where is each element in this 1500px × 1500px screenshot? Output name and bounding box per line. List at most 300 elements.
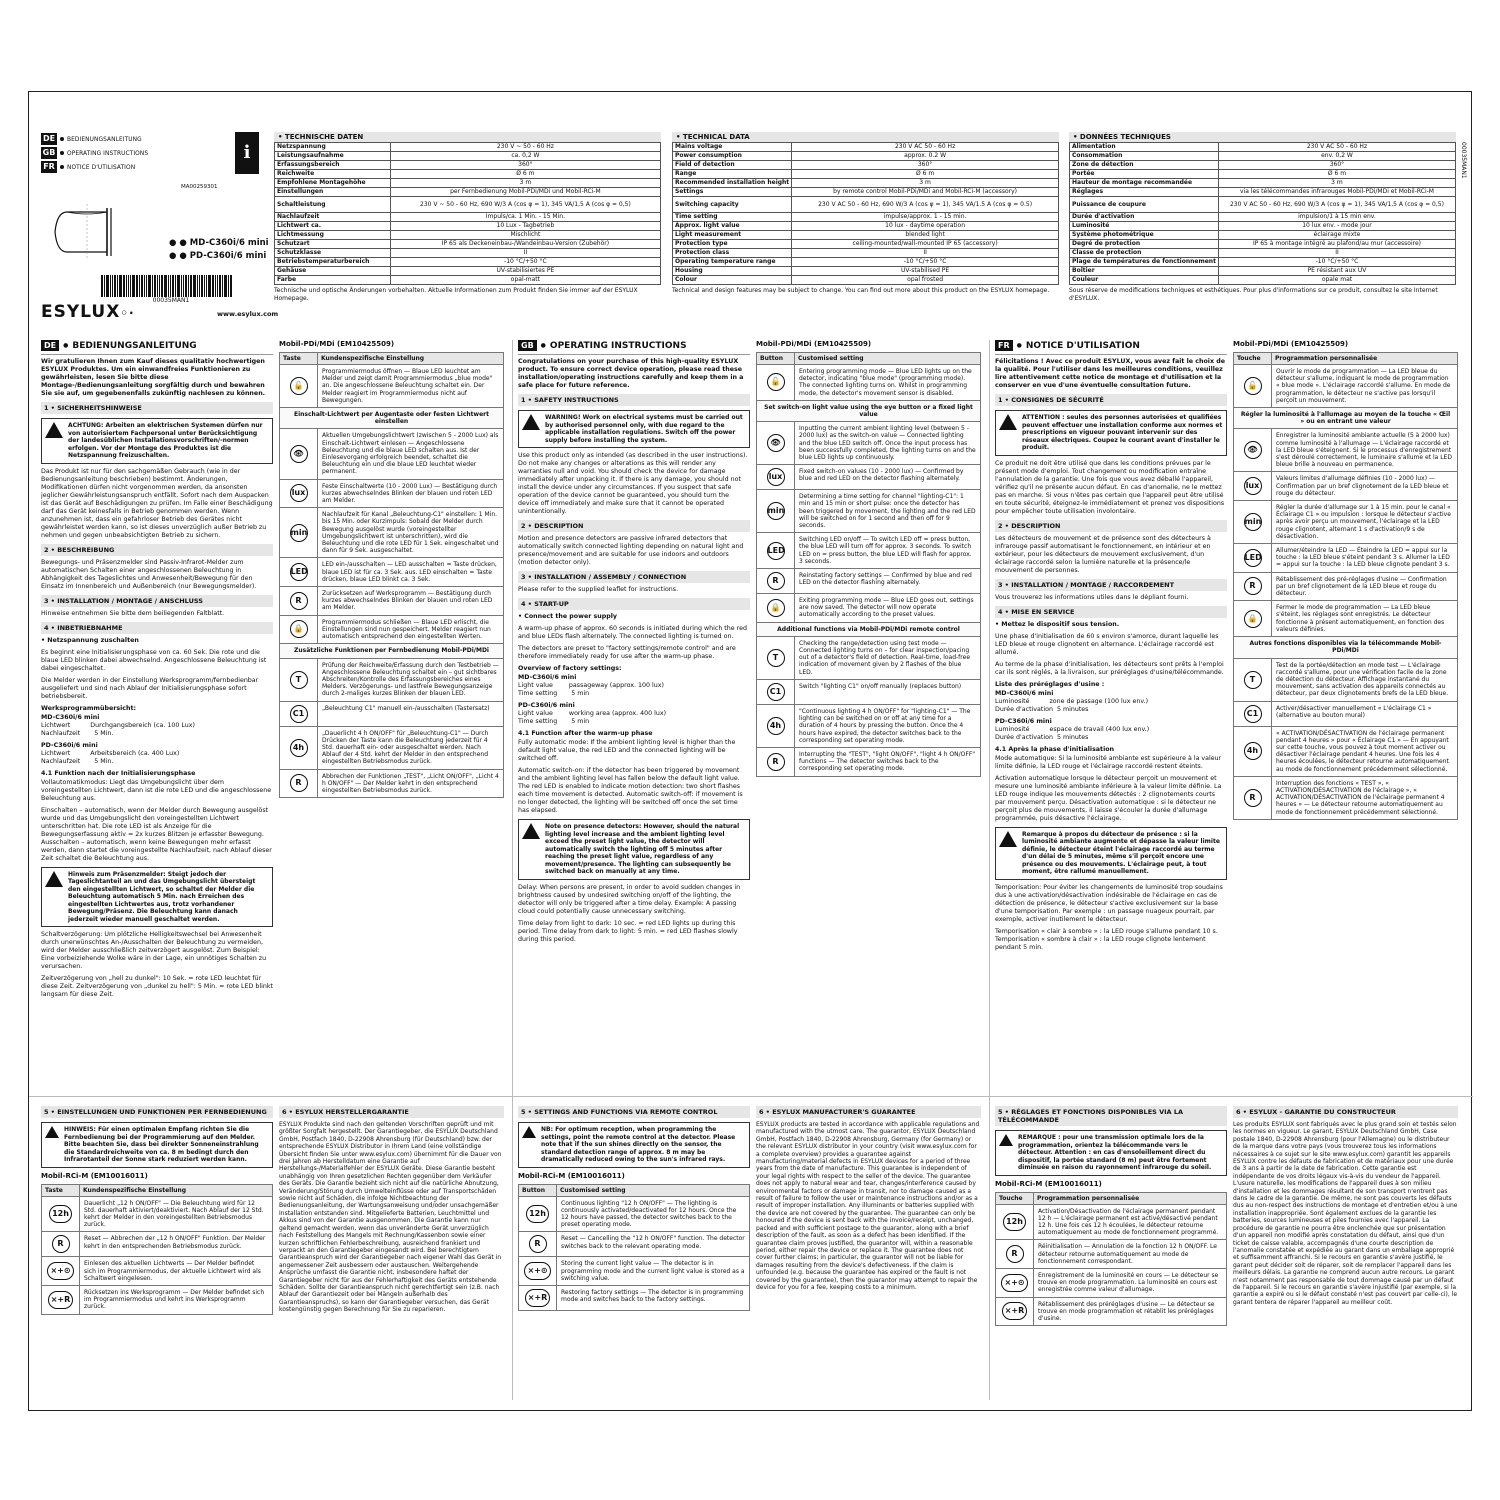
model-list <box>169 237 269 263</box>
table-cell: Reset — Abbrechen der „12 h ON/OFF" Funktion. Der Melder kehrt in den entsprechenden Betriebsmodus zurück. <box>80 1232 273 1257</box>
remote-button-icon: LED <box>290 563 308 581</box>
button-cell <box>757 465 795 490</box>
section-title: GB ● OPERATING INSTRUCTIONS <box>518 340 750 351</box>
tech-key: Approx. light value <box>673 222 792 231</box>
tech-value: per Fernbedienung Mobil-PDi/MDi und Mobil-RCi-M <box>390 188 660 197</box>
tech-key: Range <box>673 170 792 179</box>
remote-button-icon: T <box>1244 671 1262 689</box>
tech-value: 3 m <box>792 179 1059 188</box>
text-column-gb <box>518 340 750 1100</box>
tech-value: 230 V ~ 50 - 60 Hz <box>390 143 660 152</box>
tech-value: 230 V ~ 50 - 60 Hz, 690 W/3 A (cos φ = 1), 345 VA/1,5 A (cos φ = 0,5) <box>390 197 660 213</box>
button-cell <box>42 1257 80 1286</box>
remote-button-icon: 👁 <box>1244 441 1262 459</box>
doc-number: MA00259301 <box>181 184 218 190</box>
remote-button-icon: lux <box>1244 477 1262 495</box>
intro: Congratulations on your purchase of this high-quality ESYLUX product. To ensure correct device operation, please read these installation/operating instructions carefully and keep them in a safe place for future reference. <box>518 358 744 389</box>
tech-row <box>275 258 661 267</box>
paragraph: Automatic switch-on: if the detector has been triggered by movement and the ambient lighting level has fallen below the default light value. The red LED is enabled to indicate motion detection: two short flashes each time movement is detected. Automatic switch-off: if movement is no longer detected, the lighting will be switched off once the set time has elapsed. <box>518 767 743 814</box>
sensor-drawing-icon <box>47 202 127 262</box>
remote-button-icon: 🔓 <box>290 377 308 395</box>
tech-value: 230 V AC 50 - 60 Hz, 690 W/3 A (cos φ = 1), 345 VA/1,5 A (cos φ = 0,5) <box>1218 197 1455 213</box>
section-heading: 2 • DESCRIPTION <box>518 520 750 532</box>
table-cell: Feste Einschaltwerte (10 - 2000 Lux) — Bestätigung durch kurzes abwechselndes Blinken der blauen und roten LED am Melder. <box>318 479 504 508</box>
warning-box: ATTENTION : seules des personnes autorisées et qualifiées peuvent effectuer une installation conforme aux normes et prescriptions en vigueur pouvant intervenir sur des réseaux électriques. Coupez le courant avant d'installer le produit. <box>995 410 1227 456</box>
paragraph: Werksprogrammübersicht: <box>41 704 136 712</box>
button-cell <box>757 490 795 533</box>
remote-button-icon: 4h <box>290 739 308 757</box>
tech-row <box>1070 222 1456 231</box>
remote-button-icon: R <box>1006 1245 1024 1263</box>
tech-row <box>673 143 1059 152</box>
button-cell <box>519 1285 557 1310</box>
table-row <box>757 490 981 533</box>
tech-value: 230 V AC 50 - 60 Hz <box>1218 143 1455 152</box>
remote-button-icon: min <box>767 502 785 520</box>
remote-button-icon: ×+R <box>525 1289 551 1307</box>
tech-row <box>275 213 661 222</box>
tech-key: Netzspannung <box>275 143 391 152</box>
tech-value: II <box>390 249 660 258</box>
table-row <box>280 644 504 658</box>
paragraph: Activation automatique lorsque le détecteur perçoit un mouvement et mesure une luminosité ambiante inférieure à la valeur limite définie. La LED rouge indique les mouvements détectés : 2 clignotements courts par mouvement perçu. Désactivation automatique : si le détecteur ne perçoit plus de mouvements, il laisse s'écouler la durée d'allumage programmée, puis désactive l'éclairage. <box>995 774 1222 822</box>
remote-model: Mobil-RCi-M (EM10016011) <box>995 1179 1102 1188</box>
tech-row <box>275 161 661 170</box>
button-cell <box>1234 658 1272 701</box>
warning-icon <box>522 823 540 839</box>
model-md: ● ● MD-C360i/6 mini <box>169 238 269 248</box>
remote-button-icon: 12h <box>49 1205 72 1223</box>
tech-value: 360° <box>390 161 660 170</box>
button-cell <box>757 594 795 623</box>
button-cell <box>1234 544 1272 573</box>
note-box: Remarque à propos du détecteur de présence : si la luminosité ambiante augmente et dépasse la valeur limite définie, le détecteur éteint l'éclairage raccordé au terme d'un délai de 5 minutes, même s'il perçoit encore une présence ou des mouvements. L'éclairage peut, à tout moment, être rallumé manuellement. <box>995 827 1227 880</box>
table-header: Customised setting <box>557 1184 750 1196</box>
table-row <box>1234 572 1458 601</box>
table-row <box>757 422 981 465</box>
table-subheader: Autres fonctions disponibles via la télécommande Mobil-PDi/MDi <box>1234 637 1458 658</box>
table-cell: Entering programming mode — Blue LED lights up on the detector, indicating "blue mode" (programming mode). The connected lighting turns on. Whilst in programming mode, the detector's movement sensor is disabled. <box>795 365 981 401</box>
warning-icon <box>45 1126 59 1138</box>
table-subheader: Set switch-on light value using the eye button or a fixed light value <box>757 400 981 421</box>
tech-note-gb: Technical and design features may be subject to change. You can find out more about this product on the ESYLUX homepage. <box>672 287 1050 294</box>
tech-value: via les télécommandes infrarouges Mobil-PDi/MDi et Mobil-RCi-M <box>1218 188 1455 197</box>
button-cell <box>757 533 795 569</box>
remote-button-icon: 👁 <box>290 445 308 463</box>
table-row <box>996 1297 1227 1326</box>
button-cell <box>996 1240 1034 1269</box>
tech-data-fr <box>1069 132 1456 302</box>
table-row <box>996 1268 1227 1297</box>
tech-note-fr: Sous réserve de modifications techniques et esthétiques. Pour plus d'informations sur ce produit, consultez le site Internet d'ESYLUX. <box>1069 287 1438 302</box>
paragraph: PD-C360i/6 mini <box>995 717 1052 725</box>
paragraph: A warm-up phase of approx. 60 seconds is initiated during which the red and blue LEDs flash alternately. The connected lighting is turned on. <box>518 625 747 640</box>
section-heading: 4 • START-UP <box>518 598 750 610</box>
button-cell <box>519 1196 557 1232</box>
table-row <box>1234 776 1458 819</box>
table-cell: Valeurs limites d'allumage définies (10 - 2000 lux) — Confirmation par un bref clignotement de la LED bleue et rouge du détecteur. <box>1272 472 1458 501</box>
tech-row <box>1070 143 1456 152</box>
tech-value: by remote control Mobil-PDi/MDi and Mobil-RCi-M (accessory) <box>792 188 1059 197</box>
button-cell <box>519 1257 557 1286</box>
remote-button-icon: R <box>529 1235 547 1253</box>
tech-value: 10 lux - daytime operation <box>792 222 1059 231</box>
tech-key: Reichweite <box>275 170 391 179</box>
paragraph: Bewegungs- und Präsenzmelder sind Passiv-Infrarot-Melder zum automatischen Schalten einer angeschlossenen Beleuchtung in Abhängigkeit des Tageslichtes und Anwesenheit/Bewegung für den Einsatz im Innenbereich und Außenbereich (nur Bewegungsmelder). <box>41 558 257 590</box>
table-cell: Continuous lighting "12 h ON/OFF" — The lighting is continuously activated/deactivated for 12 hours. Once the 12 hours have passed, the detector switches back to the preset operating mode. <box>557 1196 750 1232</box>
table-cell: Interruption des fonctions « TEST », « ACTIVATION/DÉSACTIVATION de l'éclairage », « ACTIVATION/DÉSACTIVATION de l'éclairage permanent 4 heures » — Le détecteur retourne automatiquement au mode de fonctionnement précédemment sélectionné. <box>1272 776 1458 819</box>
tech-row <box>275 188 661 197</box>
section-heading: 4 • INBETRIEBNAHME <box>41 622 273 634</box>
tech-value: Ø 6 m <box>390 170 660 179</box>
tech-row <box>673 161 1059 170</box>
instruction-sheet <box>28 91 1472 1411</box>
tech-key: Housing <box>673 267 792 276</box>
tech-note-de: Technische und optische Änderungen vorbehalten. Aktuelle Informationen zum Produkt finden Sie immer auf der ESYLUX Homepage. <box>274 287 638 302</box>
website-url: www.esylux.com <box>217 310 279 318</box>
table-cell: Checking the range/detection using test mode — Connected lighting turns on – for clear inspection/pacing out of a detector's field of detection. Real-time, load-free indication of movement given by 2 flashes of the blue LED. <box>795 636 981 679</box>
tech-row <box>275 143 661 152</box>
remote-button-icon: C1 <box>1244 705 1262 723</box>
table-header: Taste <box>280 353 318 365</box>
tech-key: Couleur <box>1070 276 1219 285</box>
paragraph: Use this product only as intended (as described in the user instructions). Do not make any changes or alterations as this will render any warranties null and void. You should check the device for damage immediately after unpacking it. If there is any damage, you should not install the device under any circumstances. If you suspect that safe operation of the device cannot be guaranteed, you should turn the device off immediately and make sure that it cannot be operated unintentionally. <box>518 452 748 515</box>
table-row <box>1234 658 1458 701</box>
remote-button-icon: min <box>290 524 308 542</box>
tech-row <box>275 170 661 179</box>
table-row <box>280 558 504 587</box>
table-cell: Zurücksetzen auf Werksprogramm — Bestätigung durch kurzes abwechselndes Blinken der blauen und roten LED am Melder. <box>318 587 504 616</box>
table-cell: LED ein-/ausschalten — LED ausschalten = Taste drücken, blaue LED ist für ca. 3 Sek. aus. LED einschalten = Taste drücken, blaue LED blinkt ca. 3 Sek. <box>318 558 504 587</box>
tech-key: Protection class <box>673 249 792 258</box>
brand-logo: ESYLUX◦· <box>41 302 135 322</box>
tech-key: Hauteur de montage recommandée <box>1070 179 1219 188</box>
model-pd: ● ● PD-C360i/6 mini <box>169 251 267 261</box>
section-heading: 2 • BESCHREIBUNG <box>41 544 273 556</box>
tech-row <box>1070 170 1456 179</box>
remote-button-icon: ×+⊙ <box>524 1262 550 1280</box>
tech-row <box>1070 188 1456 197</box>
table-cell: „Beleuchtung C1" manuell ein-/ausschalten (Tastersatz) <box>318 701 504 726</box>
text-column-fr <box>995 340 1227 1100</box>
section-heading: 1 • SAFETY INSTRUCTIONS <box>518 394 750 406</box>
table-row <box>280 429 504 479</box>
paragraph: MD-C360i/6 mini <box>41 713 100 721</box>
button-cell <box>1234 572 1272 601</box>
tech-key: Système photométrique <box>1070 231 1219 240</box>
warning-icon <box>45 871 63 887</box>
remote-button-icon: 🔒 <box>767 599 785 617</box>
tech-value: 360° <box>1218 161 1455 170</box>
table-cell: Einlesen des aktuellen Lichtwerts — Der Melder befindet sich im Programmiermodus, der aktuelle Lichtwert wird als Schaltwert eingelesen. <box>80 1257 273 1286</box>
warning-icon <box>522 414 540 430</box>
button-cell <box>996 1204 1034 1240</box>
paragraph: The detectors are preset to "factory settings/remote control" and are therefore immediately ready for use after the warm-up phase. <box>518 645 736 660</box>
tech-data-gb <box>672 132 1059 295</box>
button-cell <box>42 1196 80 1232</box>
table-header: Customised setting <box>795 353 981 365</box>
tech-row <box>1070 161 1456 170</box>
paragraph: PD-C360i/6 mini <box>41 741 98 749</box>
paragraph: Une phase d'initialisation de 60 s environ s'amorce, durant laquelle les LED bleue et rouge clignotent en alternance. L'éclairage raccordé est allumé. <box>995 632 1219 656</box>
button-cell <box>757 747 795 776</box>
tech-key: Degré de protection <box>1070 240 1219 249</box>
section-title: DE ● BEDIENUNGSANLEITUNG <box>41 340 273 351</box>
table-row <box>519 1257 750 1286</box>
tech-row <box>1070 179 1456 188</box>
remote-button-icon: 🔓 <box>767 373 785 391</box>
tech-row <box>1070 258 1456 267</box>
paragraph: Light value working area (approx. 400 lux) <box>518 710 667 717</box>
button-cell <box>1234 365 1272 408</box>
tech-value: opale mat <box>1218 276 1455 285</box>
table-cell: Inputting the current ambient lighting level (between 5 - 2000 lux) as the switch-on value — Connected lighting and the blue LED switch off. Once the input process has been successfully completed, the lighting turns on and the blue LED lights up continuously. <box>795 422 981 465</box>
button-cell <box>757 422 795 465</box>
button-cell <box>996 1297 1034 1326</box>
tech-value: II <box>792 249 1059 258</box>
tech-row <box>275 249 661 258</box>
tech-key: Schaltleistung <box>275 197 391 213</box>
table-cell: Activer/désactiver manuellement « L'éclairage C1 » (alternative au bouton mural) <box>1272 701 1458 726</box>
remote-button-icon: 👁 <box>767 434 785 452</box>
paragraph: Ce produit ne doit être utilisé que dans les conditions prévues par le présent mode d'emploi. Tout changement ou modification entraîne l'annulation de la garantie. Une fois que vous avez déballé l'appareil, vérifiez qu'il ne présente aucun défaut. En cas d'anomalie, ne le mettez pas en marche. Si vous n'êtes pas certain que l'appareil peut être utilisé en toute sécurité, éteignez-le immédiatement et prenez vos dispositions pour empêcher toute utilisation involontaire. <box>995 459 1225 515</box>
table-row <box>42 1257 273 1286</box>
remote-section-de <box>41 1102 273 1402</box>
button-cell <box>1234 501 1272 544</box>
remote-button-icon: C1 <box>290 705 308 723</box>
tech-value: IP 65 à montage intégré au plafond/au mur (accessoire) <box>1218 240 1455 249</box>
tech-value: 230 V AC 50 - 60 Hz, 690 W/3 A (cos φ = 1), 345 VA/1.5 A (cos φ = 0.5) <box>792 197 1059 213</box>
table-row <box>280 587 504 616</box>
table-row <box>757 704 981 747</box>
table-row <box>1234 601 1458 637</box>
tech-key: Light measurement <box>673 231 792 240</box>
paragraph: Es beginnt eine Initialisierungsphase von ca. 60 Sek. Die rote und die blaue LED blinken dabei abwechselnd. Angeschlossene Beleuchtung ist dabei eingeschaltet. <box>41 648 267 672</box>
note-box: Note on presence detectors: However, should the natural lighting level increase and the ambient lighting level exceed the preset light value, the detector will automatically switch the lighting off 5 minutes after reaching the preset light value, regardless of any movement/presence. The lighting can subsequently be switched back on manually at any time. <box>518 819 750 880</box>
warning-icon <box>999 831 1017 847</box>
paragraph: Nachlaufzeit 5 Min. <box>41 757 114 765</box>
section-heading: 4 • MISE EN SERVICE <box>995 606 1227 618</box>
tech-key: Consommation <box>1070 152 1219 161</box>
button-cell <box>1234 701 1272 726</box>
tech-key: Empfohlene Montagehöhe <box>275 179 391 188</box>
table-subheader: Zusätzliche Funktionen per Fernbedienung Mobil-PDi/MDi <box>280 644 504 658</box>
table-row <box>757 594 981 623</box>
table-cell: Determining a time setting for channel "lighting-C1": 1 min and 15 min or short pulse: once the detector has been triggered by movement, the lighting and the red LED will be switched on for 1 second and then off for 9 seconds. <box>795 490 981 533</box>
section-heading: 5 • SETTINGS AND FUNCTIONS VIA REMOTE CONTROL <box>518 1106 750 1118</box>
column-divider <box>512 340 513 1400</box>
tech-key: Schutzklasse <box>275 249 391 258</box>
tech-key: Luminosité <box>1070 222 1219 231</box>
button-cell <box>757 679 795 704</box>
table-cell: Test de la portée/détection en mode test — L'éclairage raccordé s'allume, pour une vérification facile de la zone de détection du détecteur. Affichage instantané du mouvement, sans activation des appareils connectés au détecteur, par deux clignotements brefs de la LED bleue. <box>1272 658 1458 701</box>
button-cell <box>280 429 318 479</box>
remote-button-icon: R <box>1244 577 1262 595</box>
table-cell: Fermer le mode de programmation — La LED bleue s'éteint, les réglages sont enregistrés. Le détecteur fonctionne à présent automatiquement, en fonction des valeurs définies. <box>1272 601 1458 637</box>
table-cell: Switching LED on/off — To switch LED off = press button, the blue LED will turn off for approx. 3 seconds. To switch LED on = press button, the blue LED will flash for approx. 3 seconds. <box>795 533 981 569</box>
button-cell <box>42 1285 80 1314</box>
tech-value: impulse/approx. 1 - 15 min. <box>792 213 1059 222</box>
tech-value: approx. 0.2 W <box>792 152 1059 161</box>
tech-value: 10 lux env. - mode jour <box>1218 222 1455 231</box>
table-header: Programmation personnalisée <box>1034 1192 1227 1204</box>
table-row <box>1234 544 1458 573</box>
tech-row <box>275 222 661 231</box>
note-box: NB: For optimum reception, when programming the settings, point the remote control at the detector. Please note that if the sun shines directly on the sensor, the standard detection range of approx. 8 m may be dramatically reduced owing to the sun's infrared rays. <box>518 1122 750 1168</box>
table-row <box>1234 408 1458 429</box>
tech-table-gb <box>672 142 1059 285</box>
table-row <box>280 479 504 508</box>
remote-button-icon: 🔓 <box>1244 377 1262 395</box>
button-cell <box>1234 726 1272 776</box>
tech-value: Ø 6 m <box>792 170 1059 179</box>
program-table-column-de <box>279 340 504 1100</box>
guarantee-text: ESYLUX Produkte sind nach den geltenden Vorschriften geprüft und mit größter Sorgfalt hergestellt. Der Garantiegeber, die ESYLUX Deutschland GmbH, Postfach 1840, D-22908 Ahrensburg (für Deutschland) bzw. der entsprechende ESYLUX Distributor in Ihrem Land (eine vollständige Übersicht finden Sie unter www.esylux.com) übernimmt für die Dauer von drei Jahren ab Herstelldatum eine Garantie auf Herstellungs-/Materialfehler der ESYLUX Geräte. Diese Garantie besteht unabhängig von Ihren gesetzlichen Rechten gegenüber dem Verkäufer des Geräts. Die Garantie bezieht sich nicht auf die natürliche Abnutzung, Veränderung/Störung durch Umwelteinflüsse oder auf Transportschäden sowie nicht auf Schäden, die infolge Nichtbeachtung der Bedienungsanleitung, der Wartungsanweisung und/oder unsachgemäßer Installation entstanden sind. Mitgelieferte Batterien, Leuchtmittel und Akkus sind von der Garantie ausgenommen. Die Garantie kann nur geltend gemacht werden, wenn das unveränderte Gerät unverzüglich nach Feststellung des Mangels mit Rechnung/Kassenbon sowie einer kurzen schriftlichen Fehlerbeschreibung, ausreichend frankiert und verpackt an den Garantiegeber eingesandt wird. Bei berechtigtem Garantieanspruch wird der Garantiegeber nach eigener Wahl das Gerät in angemessener Zeit ausbessern oder austauschen. Weitergehende Ansprüche umfasst die Garantie nicht, insbesondere haftet der Garantiegeber nicht für aus der Fehlerhaftigkeit des Geräts entstehende Schäden. Sollte der Garantieanspruch nicht gerechtfertigt sein (z.B. nach Ablauf der Garantiezeit oder bei Mängeln außerhalb des Garantieanspruchs), so kann der Garantiegeber versuchen, das Gerät kostengünstig gegen Berechnung für Sie zu reparieren. <box>279 1121 502 1314</box>
tech-key: Portée <box>1070 170 1219 179</box>
tech-row <box>1070 197 1456 213</box>
table-row <box>42 1285 273 1314</box>
paragraph: Light value passageway (approx. 100 lux) <box>518 682 664 689</box>
table-cell: Exiting programming mode — Blue LED goes out, settings are now saved. The detector will now operate automatically according to the preset values. <box>795 594 981 623</box>
paragraph: Luminosité zone de passage (100 lux env.) <box>995 697 1149 705</box>
table-row <box>519 1232 750 1257</box>
table-cell: Storing the current light value — The detector is in programming mode and the current light value is stored as a switching value. <box>557 1257 750 1286</box>
tech-value: Impuls/ca. 1 Min. - 15 Min. <box>390 213 660 222</box>
tech-row <box>673 258 1059 267</box>
tech-row <box>673 170 1059 179</box>
table-row <box>1234 637 1458 658</box>
tech-key: Lichtmessung <box>275 231 391 240</box>
paragraph: Durée d'activation 5 minutes <box>995 705 1089 713</box>
section-heading: 1 • CONSIGNES DE SÉCURITÉ <box>995 394 1227 406</box>
tech-key: Erfassungsbereich <box>275 161 391 170</box>
table-cell: Régler la durée d'allumage sur 1 à 15 min. pour le canal « Éclairage C1 » ou impulsion : lorsque le détecteur s'active après avoir perçu un mouvement, l'éclairage et la LED rouge clignotent, alternant 1 s d'activation/9 s de désactivation. <box>1272 501 1458 544</box>
tech-value: Ø 6 m <box>1218 170 1455 179</box>
program-table-column-fr <box>1233 340 1458 1100</box>
table-row <box>280 726 504 769</box>
tech-value: -10 °C/+50 °C <box>792 258 1059 267</box>
button-cell <box>280 365 318 408</box>
paragraph: 4.1 Function after the warm-up phase <box>518 730 653 737</box>
tech-value: UV-stabilised PE <box>792 267 1059 276</box>
table-cell: Activation/Désactivation de l'éclairage permanent pendant 12 h — L'éclairage permanent est activé/désactivé pendant 12 h. Une fois ces 12 h écoulées, le détecteur retourne automatiquement au mode de fonctionnement programmé. <box>1034 1204 1227 1240</box>
tech-key: Plage de températures de fonctionnement <box>1070 258 1219 267</box>
section-divider <box>29 1096 1473 1097</box>
table-row <box>42 1232 273 1257</box>
button-cell <box>280 726 318 769</box>
table-row <box>996 1204 1227 1240</box>
program-table <box>756 352 981 777</box>
paragraph: Einschalten – automatisch, wenn der Melder durch Bewegung ausgelöst wurde und das Umgebungslicht den voreingestellten Lichtwert unterschritten hat. Die rote LED ist als Anzeige für die Bewegungserfassung aktiv = 2x kurzes Blitzen je erfasster Bewegung. Ausschalten – automatisch, wenn keine Bewegungen mehr erfasst werden, dann startet die voreingestellte Nachlaufzeit, nach Ablauf dieser Zeit schaltet die Beleuchtung aus. <box>41 806 272 862</box>
table-cell: Rétablissement des pré-réglages d'usine — Confirmation par un bref clignotement de la LED bleue et rouge du détecteur. <box>1272 572 1458 601</box>
lang-gb: GB OPERATING INSTRUCTIONS <box>42 148 149 157</box>
tech-key: Schutzart <box>275 240 391 249</box>
table-row <box>280 701 504 726</box>
tech-row <box>673 197 1059 213</box>
table-cell: „Dauerlicht 4 h ON/OFF" für „Beleuchtung-C1" — Durch Drücken der Taste kann die Beleuchtung jederzeit für 4 Std. dauerhaft ein- oder ausgeschaltet werden. Nach Ablauf der 4 Std. kehrt der Melder in den entsprechend eingestellten Betriebsmodus zurück. <box>318 726 504 769</box>
table-header: Touche <box>1234 353 1272 365</box>
remote-table <box>41 1184 273 1315</box>
remote-button-icon: 4h <box>1244 742 1262 760</box>
paragraph: Nachlaufzeit 5 Min. <box>41 729 114 737</box>
remote-model: Mobil-PDi/MDi (EM10425509) <box>279 340 395 348</box>
remote-button-icon: 🔒 <box>1244 610 1262 628</box>
table-cell: Réinitialisation — Annulation de la fonction 12 h ON/OFF. Le détecteur retourne automatiquement au mode de fonctionnement correspondant. <box>1034 1240 1227 1269</box>
remote-model: Mobil-RCi-M (EM10016011) <box>41 1171 148 1180</box>
tech-title-gb: • TECHNICAL DATA <box>672 132 1059 142</box>
tech-row <box>275 231 661 240</box>
remote-model: Mobil-PDi/MDi (EM10425509) <box>756 340 872 348</box>
table-row <box>757 533 981 569</box>
paragraph: MD-C360i/6 mini <box>518 674 577 681</box>
paragraph: Au terme de la phase d'initialisation, les détecteurs sont prêts à l'emploi car ils sont réglés, à la livraison, sur préréglages d'usine/télécommande. <box>995 660 1224 676</box>
paragraph: Das Produkt ist nur für den sachgemäßen Gebrauch (wie in der Bedienungsanleitung beschrieben) bestimmt. Änderungen, Modifikationen dürfen nicht vorgenommen werden, da ansonsten jeglicher Gewährleistungsanspruch entfällt. Sofort nach dem Auspacken ist das Gerät auf Beschädigungen zu prüfen. Im Falle einer Beschädigung darf das Gerät keinesfalls in Betrieb genommen werden. Wenn anzunehmen ist, dass ein gefahrloser Betrieb des Gerätes nicht gewährleistet werden kann, so ist dieses unverzüglich außer Betrieb zu nehmen und gegen unbeabsichtigten Betrieb zu sichern. <box>41 467 273 539</box>
section-heading: 1 • SICHERHEITSHINWEISE <box>41 402 273 414</box>
remote-section-fr <box>995 1102 1227 1402</box>
tech-row <box>275 240 661 249</box>
remote-button-icon: R <box>290 592 308 610</box>
button-cell <box>1234 429 1272 472</box>
table-row <box>1234 472 1458 501</box>
table-header: Button <box>519 1184 557 1196</box>
column-divider <box>989 340 990 1400</box>
table-cell: Programmiermodus schließen — Blaue LED erlischt, die Einstellungen sind nun gespeichert. Melder reagiert nun automatisch entsprechend den eingestellten Werten. <box>318 615 504 644</box>
remote-button-icon: LED <box>1244 549 1262 567</box>
table-cell: Allumer/éteindre la LED — Éteindre la LED = appui sur la touche : la LED bleue s'éteint pendant 3 s. Allumer la LED = appui sur la touche : la LED bleue clignote pendant 3 s. <box>1272 544 1458 573</box>
section-heading: 6 • ESYLUX HERSTELLERGARANTIE <box>279 1106 504 1118</box>
tech-key: Lichtwert ca. <box>275 222 391 231</box>
tech-row <box>673 152 1059 161</box>
table-cell: "Continuous lighting 4 h ON/OFF" for "lighting-C1" — The lighting can be switched on or off at any time for a duration of 4 hours by pressing the button. Once the 4 hours have expired, the detector switches back to the corresponding set operating mode. <box>795 704 981 747</box>
tech-value: UV-stabilisiertes PE <box>390 267 660 276</box>
table-cell: Reset — Cancelling the "12 h ON/OFF" function. The detector switches back to the relevant operating mode. <box>557 1232 750 1257</box>
lang-fr: FR NOTICE D'UTILISATION <box>41 160 261 173</box>
paragraph: Delay: When persons are present, in order to avoid sudden changes in brightness caused by undesired switching on/off of the lighting, the detector will only be triggered after a time delay. Example: A passing cloud could potentially cause unnecessary switching. <box>518 883 741 915</box>
note-box: REMARQUE : pour une transmission optimale lors de la programmation, orientez la télécommande vers le détecteur. Attention : en cas d'ensoleillement direct du dispositif, la portée standard (8 m) peut être fortement diminuée en raison du rayonnement infrarouge du soleil. <box>995 1130 1227 1176</box>
tech-row <box>1070 249 1456 258</box>
paragraph: Durée d'activation 5 minutes <box>995 733 1089 741</box>
table-row <box>280 769 504 798</box>
lang-de: DE BEDIENUNGSANLEITUNG <box>42 134 142 143</box>
remote-button-icon: 12h <box>1003 1213 1026 1231</box>
table-row <box>757 365 981 401</box>
remote-button-icon: ×+R <box>1002 1302 1028 1320</box>
tech-key: Réglages <box>1070 188 1219 197</box>
tech-value: ceiling-mounted/wall-mounted IP 65 (accessory) <box>792 240 1059 249</box>
guarantee-text: ESYLUX products are tested in accordance with applicable regulations and manufactured with the utmost care. The guarantor, ESYLUX Deutschland GmbH, Postfach 1840, D-22908 Ahrensburg, Germany (for Germany) or the relevant ESYLUX distributor in your country (visit www.esylux.com for a complete overview) provides a guarantee against manufacturing/material defects in ESYLUX devices for a period of three years from the date of manufacture. This guarantee is independent of your legal rights with respect to the seller of the device. The guarantee does not apply to natural wear and tear, changes/interference caused by environmental factors or damage in transit, nor to damage caused as a result of failure to follow the user or maintenance instructions and/or as a result of improper installation. Any illuminants or batteries supplied with the device are not covered by the guarantee. The guarantee can only be honoured if the device is sent back with the invoice/receipt, unchanged, packed and with sufficient postage to the guarantor, along with a brief description of the fault, as soon as a defect has been identified. If the guarantee claim proves justified, the guarantor will, within a reasonable period, either repair the device or replace it. The guarantee does not cover further claims; in particular, the guarantor will not be liable for damages resulting from the device's defectiveness. If the claim is unfounded (e.g. because the guarantee has expired or the fault is not covered by the guarantee), then the guarantor may attempt to repair the device for you for a fee, keeping costs to a minimum. <box>756 1121 980 1291</box>
tech-row <box>275 152 661 161</box>
table-cell: Prüfung der Reichweite/Erfassung durch den Testbetrieb — Angeschlossene Beleuchtung schaltet ein – gut sichtbares Abschreiten/Kontrolle des Erfassungsbereiches eines Melders. Verzögerungs- und lastfreie Bewegungsanzeige durch 2-maliges kurzes Blinken der blauen LED. <box>318 658 504 701</box>
table-header: Kundenspezifische Einstellung <box>318 353 504 365</box>
table-subheader: Einschalt-Lichtwert per Augentaste oder festen Lichtwert einstellen <box>280 408 504 429</box>
tech-key: Mains voltage <box>673 143 792 152</box>
tech-key: Farbe <box>275 276 391 285</box>
table-header: Kundenspezifische Einstellung <box>80 1184 273 1196</box>
table-cell: Fixed switch-on values (10 - 2000 lux) — Confirmed by blue and red LED on the detector flashing alternately. <box>795 465 981 490</box>
section-heading: 6 • ESYLUX MANUFACTURER'S GUARANTEE <box>756 1106 981 1118</box>
warning-icon <box>522 1126 536 1138</box>
table-row <box>280 365 504 408</box>
remote-button-icon: lux <box>290 484 308 502</box>
table-row <box>280 508 504 558</box>
remote-button-icon: T <box>290 671 308 689</box>
remote-button-icon: R <box>52 1235 70 1253</box>
table-row <box>1234 429 1458 472</box>
button-cell <box>280 615 318 644</box>
paragraph: 4.1 Funktion nach der Initialisierungsphase <box>41 769 196 777</box>
paragraph: Lichtwert Durchgangsbereich (ca. 100 Lux) <box>41 721 195 729</box>
tech-title-de: • TECHNISCHE DATEN <box>274 132 661 142</box>
